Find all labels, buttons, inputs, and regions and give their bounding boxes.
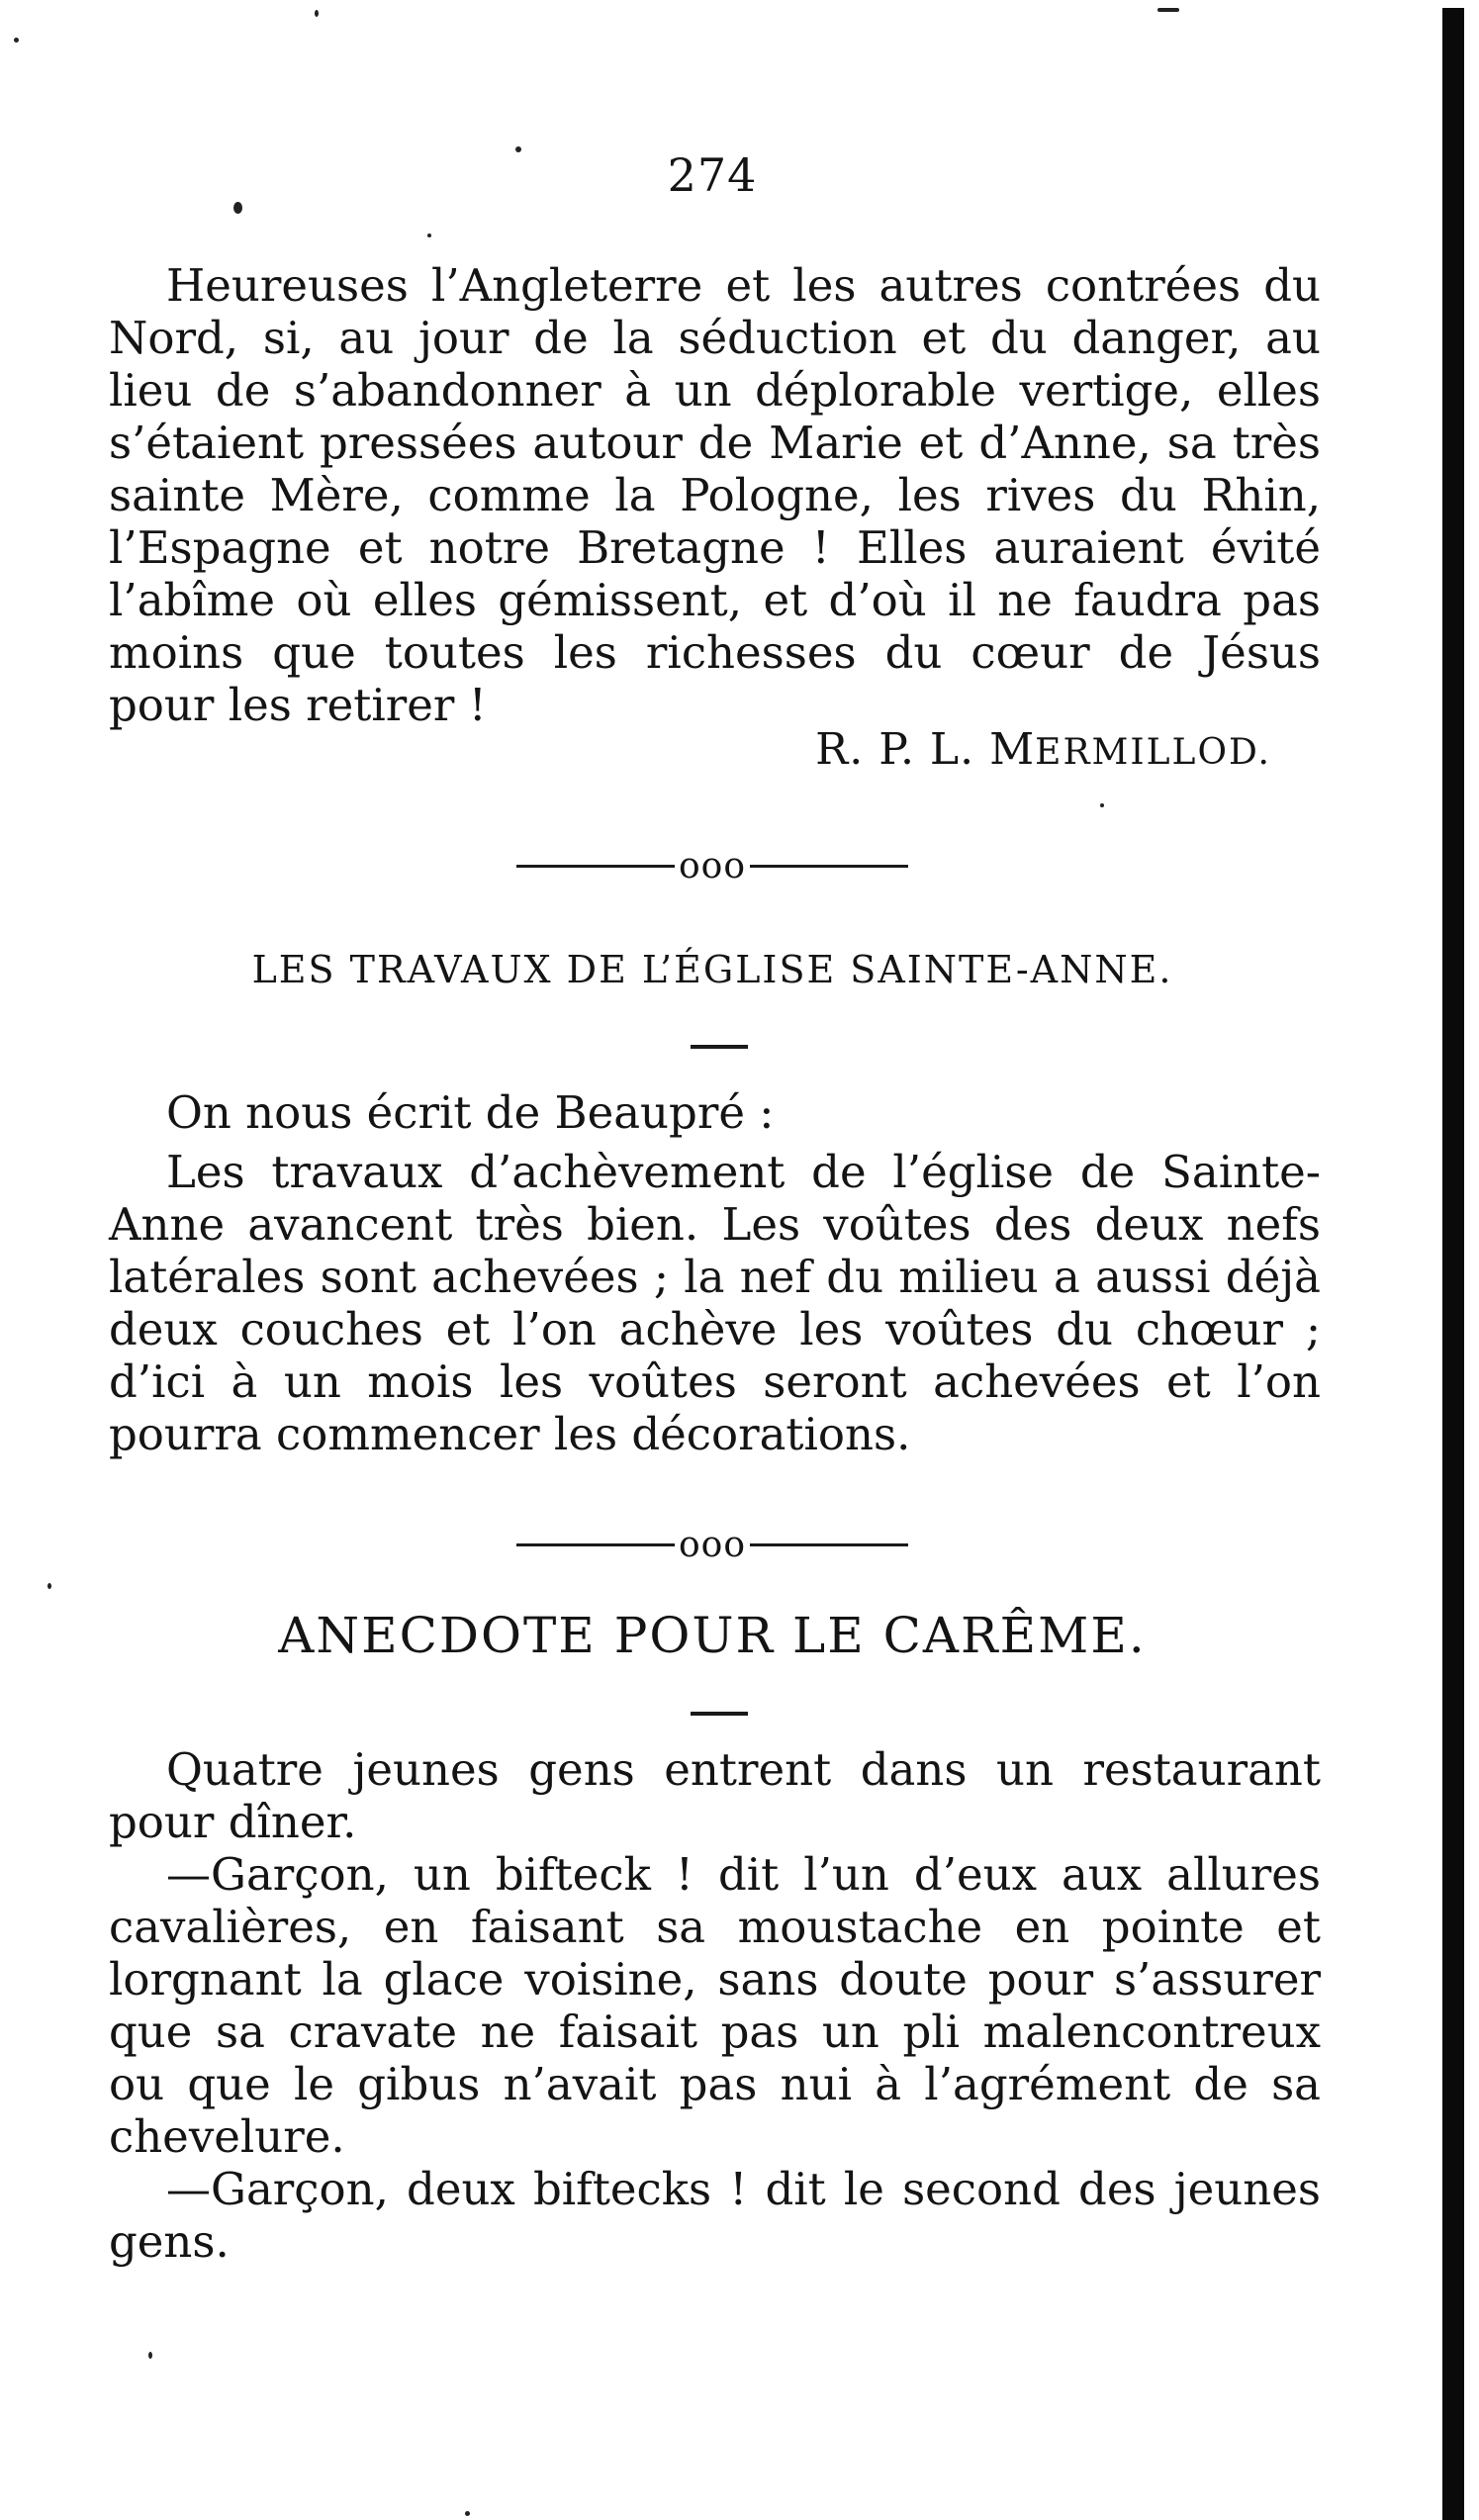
paragraph-line: Nord, si, au jour de la séduction et du danger, au <box>109 312 1321 364</box>
page-number: 274 <box>667 148 758 202</box>
title-dash <box>691 1712 748 1716</box>
scan-speck <box>465 2511 470 2516</box>
paragraph-line: chevelure. <box>109 2110 345 2163</box>
section-separator <box>0 1522 1425 1565</box>
signature-surname: ERMILLOD. <box>1035 732 1271 773</box>
paragraph-line: On nous écrit de Beaupré : <box>166 1086 775 1139</box>
paragraph-line: que sa cravate ne faisait pas un pli malencontreux <box>109 2006 1321 2058</box>
paragraph-line: gens. <box>109 2215 230 2268</box>
scan-speck <box>315 10 319 17</box>
intro-paragraph <box>109 259 1321 731</box>
anecdote-paragraph <box>109 1743 1321 2268</box>
scan-speck <box>233 202 242 214</box>
paragraph-line: lorgnant la glace voisine, sans doute pour s’assurer <box>109 1953 1321 2006</box>
scan-speck <box>1100 803 1104 807</box>
title-dash <box>691 1045 748 1049</box>
paragraph-line: Heureuses l’Angleterre et les autres contrées du <box>166 259 1321 312</box>
scan-speck <box>427 233 431 237</box>
paragraph-line: —Garçon, un bifteck ! dit l’un d’eux aux allures <box>166 1848 1321 1901</box>
paragraph-line: Quatre jeunes gens entrent dans un restaurant <box>166 1743 1321 1796</box>
paragraph-line: d’ici à un mois les voûtes seront achevées et l’on <box>109 1355 1321 1408</box>
paragraph-line: pour dîner. <box>109 1796 357 1848</box>
paragraph-line: moins que toutes les richesses du cœur de Jésus <box>109 626 1321 679</box>
page-edge-shadow <box>1442 8 1464 2520</box>
paragraph-line: cavalières, en faisant sa moustache en pointe et <box>109 1901 1321 1953</box>
paragraph-line: pour les retirer ! <box>109 679 487 731</box>
separator-ornament: ooo <box>678 845 747 887</box>
separator-rule <box>516 865 675 868</box>
paragraph-line: l’abîme où elles gémissent, et d’où il ne faudra pas <box>109 574 1321 626</box>
paragraph-line: Les travaux d’achèvement de l’église de Sainte- <box>166 1146 1321 1198</box>
scan-speck <box>14 38 19 43</box>
article-paragraph <box>109 1146 1321 1460</box>
paragraph-line: Anne avancent très bien. Les voûtes des deux nefs <box>109 1198 1321 1251</box>
paragraph-line: ou que le gibus n’avait pas nui à l’agrément de sa <box>109 2058 1321 2110</box>
author-signature <box>0 724 1271 775</box>
scan-speck <box>148 2352 152 2359</box>
article-title: LES TRAVAUX DE L’ÉGLISE SAINTE-ANNE. <box>251 948 1173 991</box>
paragraph-line: deux couches et l’on achève les voûtes du chœur ; <box>109 1303 1321 1355</box>
paragraph-line: lieu de s’abandonner à un déplorable vertige, elles <box>109 364 1321 417</box>
paragraph-line: pourra commencer les décorations. <box>109 1408 911 1460</box>
paragraph-line: sainte Mère, comme la Pologne, les rives du Rhin, <box>109 469 1321 521</box>
scan-speck <box>47 1583 51 1589</box>
article-title: ANECDOTE POUR LE CARÊME. <box>278 1607 1147 1664</box>
article-opening <box>109 1086 1321 1139</box>
paragraph-line: s’étaient pressées autour de Marie et d’Anne, sa très <box>109 417 1321 469</box>
separator-rule <box>750 865 908 868</box>
signature-initials: R. P. L. M <box>815 724 1036 775</box>
separator-ornament: ooo <box>678 1524 747 1565</box>
section-separator <box>0 843 1425 887</box>
paragraph-line: l’Espagne et notre Bretagne ! Elles auraient évité <box>109 521 1321 574</box>
scan-speck <box>1157 8 1179 12</box>
separator-rule <box>516 1543 675 1546</box>
separator-rule <box>750 1543 908 1546</box>
paragraph-line: —Garçon, deux biftecks ! dit le second des jeunes <box>166 2163 1321 2215</box>
paragraph-line: latérales sont achevées ; la nef du milieu a aussi déjà <box>109 1251 1321 1303</box>
